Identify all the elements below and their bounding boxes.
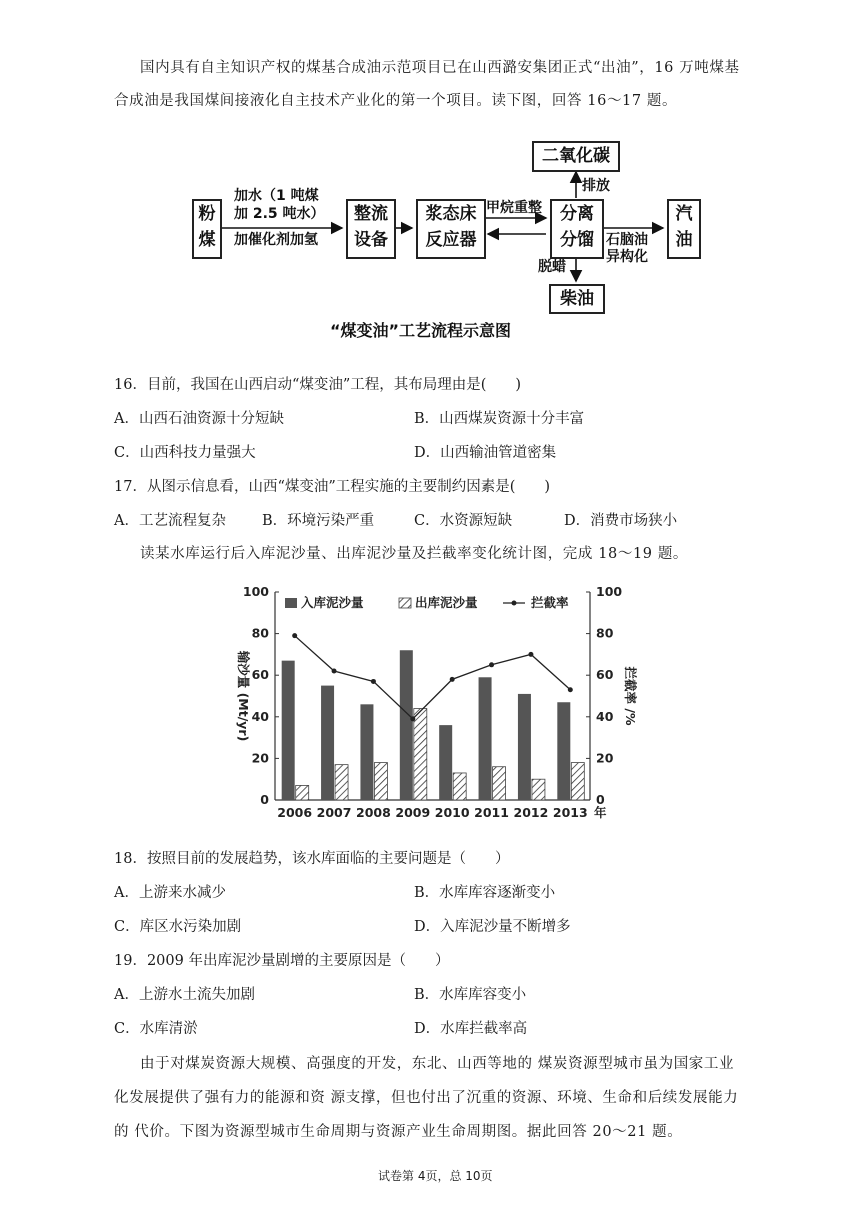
y2-tick-label: 20: [596, 750, 614, 766]
bar-outflow: [453, 773, 466, 800]
question-19-option-d: D．水库拦截率高: [414, 1021, 528, 1037]
x-tick-label: 2008: [356, 805, 391, 820]
box-separation-line-2: 分馏: [560, 230, 594, 250]
x-axis-unit: 年: [594, 805, 607, 820]
question-18-option-d: D．入库泥沙量不断增多: [414, 919, 571, 935]
question-16-option-a: A．山西石油资源十分短缺: [114, 411, 284, 427]
bar-inflow: [360, 704, 373, 800]
bar-outflow: [571, 763, 584, 800]
interception-rate-point: [450, 677, 455, 682]
label-dewax: 脱蜡: [538, 259, 566, 275]
legend-swatch-outflow: [399, 598, 411, 608]
box-slurry-reactor: [416, 199, 486, 259]
question-16-option-d: D．山西输油管道密集: [414, 445, 557, 461]
y2-tick-label: 60: [596, 667, 614, 683]
y-tick-label: 100: [242, 584, 269, 599]
bar-inflow: [557, 702, 570, 800]
box-gasoline-line-2: 油: [675, 230, 693, 250]
question-17-option-b: B．环境污染严重: [262, 513, 375, 529]
interception-rate-point: [568, 687, 573, 692]
bar-outflow: [532, 779, 545, 800]
bar-inflow: [282, 661, 295, 800]
box-rectifier-equipment: [346, 199, 396, 259]
question-17-stem: 17．从图示信息看，山西“煤变油”工程实施的主要制约因素是( ): [114, 479, 551, 495]
question-18-stem: 18．按照目前的发展趋势，该水库面临的主要问题是（ ）: [114, 851, 510, 867]
intro-paragraph-1-line-2: 合成油是我国煤间接液化自主技术产业化的第一个项目。读下图，回答 16～17 题。: [114, 93, 678, 109]
question-17-option-a: A．工艺流程复杂: [114, 513, 226, 529]
y-tick-label: 80: [251, 625, 269, 641]
x-tick-label: 2012: [513, 805, 549, 820]
box-gasoline: [667, 199, 701, 259]
x-tick-label: 2009: [395, 805, 431, 820]
x-tick-label: 2013: [552, 805, 588, 820]
intro-paragraph-3-line-3: 的 代价。下图为资源型城市生命周期与资源产业生命周期图。据此回答 20～21 题。: [114, 1124, 683, 1140]
bar-outflow: [374, 763, 387, 800]
label-catalyst: 加催化剂加氢: [234, 232, 318, 248]
question-18-option-b: B．水库库容逐渐变小: [414, 885, 556, 901]
question-19-option-a: A．上游水土流失加剧: [114, 987, 255, 1003]
x-tick-label: 2011: [474, 805, 509, 820]
label-add-water-1: 加水（1 吨煤: [234, 188, 319, 204]
question-17-option-d: D．消费市场狭小: [564, 513, 678, 529]
question-19-option-b: B．水库库容变小: [414, 987, 527, 1003]
label-methane-reforming: 甲烷重整: [486, 200, 542, 216]
diagram-title: “煤变油”工艺流程示意图: [330, 321, 512, 340]
legend-label-outflow: 出库泥沙量: [415, 595, 478, 610]
label-emit: 排放: [582, 178, 610, 194]
box-reactor-line-1: 浆态床: [425, 204, 477, 224]
box-separation-line-1: 分离: [560, 204, 594, 224]
question-17-option-c: C．水资源短缺: [414, 513, 513, 529]
box-coal-powder-line-1: 粉: [198, 204, 216, 224]
bar-inflow: [321, 686, 334, 800]
legend-label-rate: 拦截率: [531, 595, 569, 610]
question-16-option-b: B．山西煤炭资源十分丰富: [414, 411, 585, 427]
box-reactor-line-2: 反应器: [425, 230, 477, 250]
box-diesel: 柴油: [549, 284, 605, 314]
question-16-option-c: C．山西科技力量强大: [114, 445, 256, 461]
interception-rate-point: [292, 633, 297, 638]
label-naphtha-2: 异构化: [606, 249, 648, 265]
page-footer: 试卷第 4页，总 10页: [378, 1169, 493, 1183]
intro-paragraph-2: 读某水库运行后入库泥沙量、出库泥沙量及拦截率变化统计图，完成 18～19 题。: [140, 546, 689, 562]
bar-inflow: [518, 694, 531, 800]
question-18-option-c: C．库区水污染加剧: [114, 919, 242, 935]
y2-axis-label: 拦截率 /%: [623, 666, 638, 726]
question-18-option-a: A．上游来水减少: [114, 885, 226, 901]
box-gasoline-line-1: 汽: [675, 204, 693, 224]
y-tick-label: 20: [251, 750, 269, 766]
question-19-stem: 19．2009 年出库泥沙量剧增的主要原因是（ ）: [114, 953, 450, 969]
interception-rate-point: [332, 669, 337, 674]
intro-paragraph-1-line-1: 国内具有自主知识产权的煤基合成油示范项目已在山西潞安集团正式“出油”，16 万吨煤基: [140, 60, 740, 76]
bar-inflow: [479, 677, 492, 800]
x-tick-label: 2007: [316, 805, 352, 820]
interception-rate-point: [410, 716, 415, 721]
intro-paragraph-3-line-1: 由于对煤炭资源大规模、高强度的开发，东北、山西等地的 煤炭资源型城市虽为国家工业: [140, 1056, 735, 1072]
y-axis-label: 输沙量 (Mt/yr): [236, 650, 251, 742]
bar-outflow: [335, 765, 348, 800]
y-tick-label: 60: [251, 667, 269, 683]
box-rectifier-line-1: 整流: [354, 204, 388, 224]
y2-tick-label: 100: [596, 584, 623, 599]
interception-rate-point: [528, 652, 533, 657]
y-tick-label: 0: [260, 792, 269, 807]
label-add-water-2: 加 2.5 吨水）: [234, 206, 325, 222]
bar-outflow: [493, 767, 506, 800]
box-carbon-dioxide: 二氧化碳: [532, 141, 620, 172]
box-coal-powder-line-2: 煤: [198, 230, 216, 250]
bar-outflow: [296, 785, 309, 800]
y-tick-label: 40: [251, 708, 269, 724]
intro-paragraph-3-line-2: 化发展提供了强有力的能源和资 源支撑，但也付出了沉重的资源、环境、生命和后续发展能力: [114, 1090, 739, 1106]
label-naphtha-1: 石脑油: [606, 232, 648, 248]
chart-svg: [225, 578, 638, 826]
x-tick-label: 2006: [277, 805, 313, 820]
question-16-stem: 16．目前，我国在山西启动“煤变油”工程，其布局理由是( ): [114, 377, 522, 393]
legend-swatch-rate-dot: [512, 601, 517, 606]
y2-tick-label: 80: [596, 625, 614, 641]
box-coal-powder: [192, 199, 222, 259]
flow-arrows: [0, 0, 860, 340]
interception-rate-point: [489, 662, 494, 667]
x-tick-label: 2010: [434, 805, 470, 820]
bar-inflow: [400, 650, 413, 800]
y2-tick-label: 40: [596, 708, 614, 724]
box-rectifier-line-2: 设备: [354, 230, 388, 250]
y2-tick-label: 0: [596, 792, 605, 807]
bar-inflow: [439, 725, 452, 800]
box-separation: [550, 199, 604, 259]
bar-outflow: [414, 708, 427, 800]
interception-rate-point: [371, 679, 376, 684]
legend-label-inflow: 入库泥沙量: [301, 595, 364, 610]
sediment-chart: [225, 578, 638, 826]
question-19-option-c: C．水库清淤: [114, 1021, 198, 1037]
legend-swatch-inflow: [285, 598, 297, 608]
